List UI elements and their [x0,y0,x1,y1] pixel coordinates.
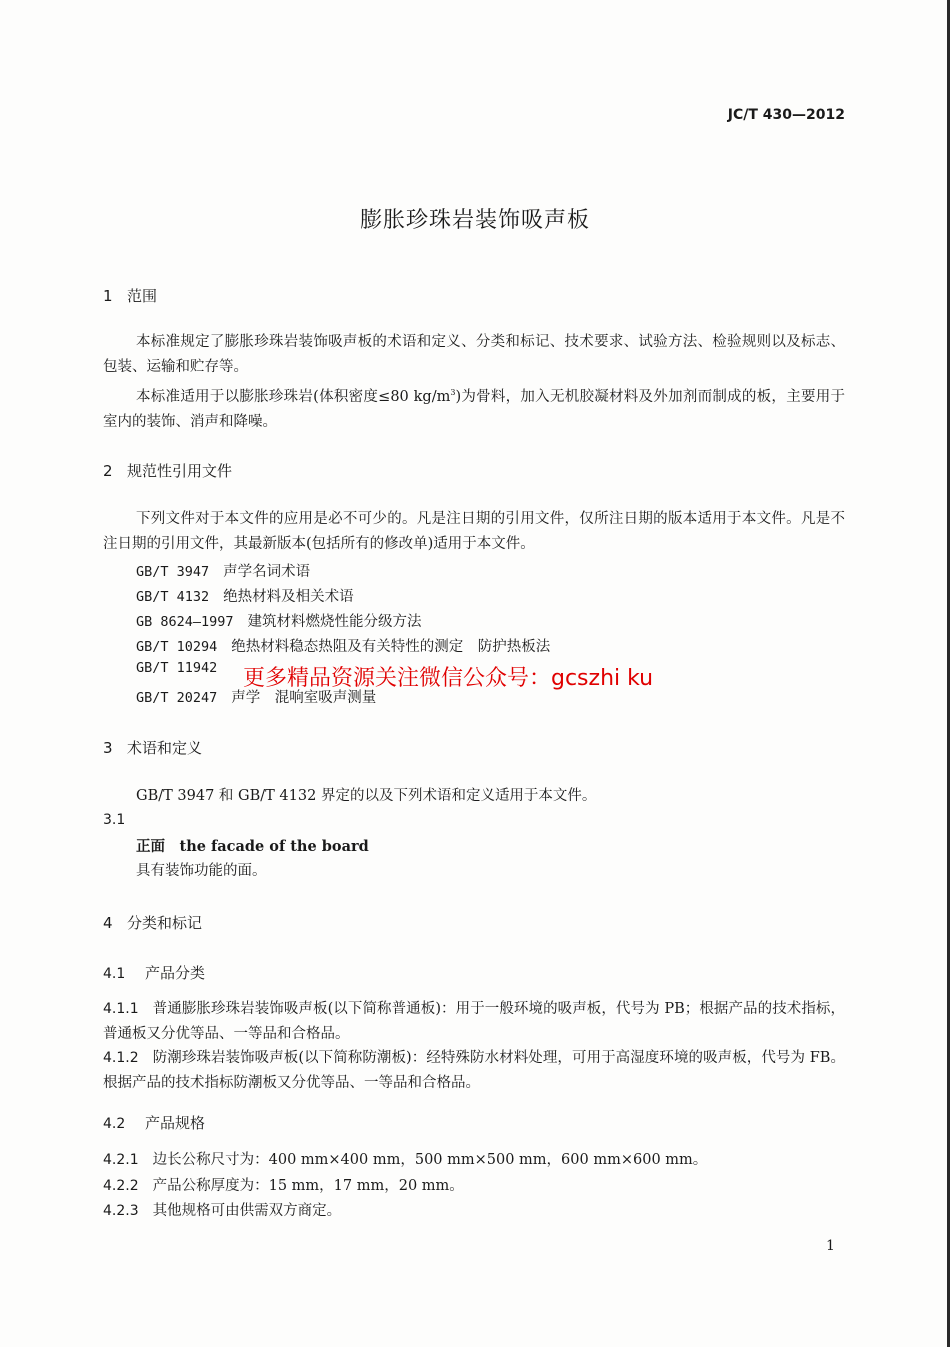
section-title: 分类和标记 [127,914,203,932]
reference-item: GB 8624—1997 建筑材料燃烧性能分级方法 [136,614,422,630]
section-title: 术语和定义 [127,739,203,757]
clause-4-2-1: 4.2.1 边长公称尺寸为：400 mm×400 mm，500 mm×500 mm，600 mm×600 mm。 [103,1152,708,1168]
reference-item: GB/T 3947 声学名词术语 [136,564,311,580]
term-title: 正面 the facade of the board [136,838,369,855]
page-number: 1 [826,1238,835,1254]
scope-paragraph-1: 本标准规定了膨胀珍珠岩装饰吸声板的术语和定义、分类和标记、技术要求、试验方法、检验规则以及标志、包装、运输和贮存等。 [103,334,845,375]
clause-4-2-3: 4.2.3 其他规格可由供需双方商定。 [103,1203,342,1219]
section-3-heading [103,737,202,758]
section-number: 1 [103,287,113,305]
reference-item: GB/T 10294 绝热材料稳态热阻及有关特性的测定 防护热板法 [136,639,551,655]
term-definition: 具有装饰功能的面。 [136,863,267,879]
section-title: 规范性引用文件 [127,462,233,480]
clause-4-2-heading: 4.2 产品规格 [103,1114,206,1132]
section-number: 2 [103,462,113,480]
section-1-heading [103,285,157,306]
section-2-heading [103,460,232,481]
clause-number: 3.1 [103,812,126,828]
reference-item: GB/T 11942 [136,660,218,676]
section-number: 4 [103,914,113,932]
standard-code: JC/T 430—2012 [727,107,845,123]
reference-item: GB/T 20247 声学 混响室吸声测量 [136,690,377,706]
terms-intro: GB/T 3947 和 GB/T 4132 界定的以及下列术语和定义适用于本文件。 [136,788,597,804]
section-4-heading [103,912,202,933]
section-number: 3 [103,739,113,757]
scope-paragraph-2: 本标准适用于以膨胀珍珠岩(体积密度≤80 $kg/m^3$)为骨料，加入无机胶凝材料及外加剂而制成的板，主要用于室内的装饰、消声和降噪。 [103,388,845,430]
clause-4-1-1: 4.1.1 普通膨胀珍珠岩装饰吸声板(以下简称普通板)：用于一般环境的吸声板，代号为 PB；根据产品的技术指标，普通板又分优等品、一等品和合格品。 [103,1001,845,1042]
document-title: 膨胀珍珠岩装饰吸声板 [359,208,590,233]
clause-4-1-heading: 4.1 产品分类 [103,964,206,982]
clause-4-2-2: 4.2.2 产品公称厚度为：15 mm，17 mm，20 mm。 [103,1178,464,1194]
clause-4-1-2: 4.1.2 防潮珍珠岩装饰吸声板(以下简称防潮板)：经特殊防水材料处理，可用于高湿度环境的吸声板，代号为 FB。根据产品的技术指标防潮板又分优等品、一等品和合格品。 [103,1050,845,1091]
reference-item: GB/T 4132 绝热材料及相关术语 [136,589,354,605]
normative-refs-intro: 下列文件对于本文件的应用是必不可少的。凡是注日期的引用文件，仅所注日期的版本适用于本文件。凡是不注日期的引用文件，其最新版本(包括所有的修改单)适用于本文件。 [103,511,845,552]
section-title: 范围 [127,287,158,305]
watermark-text: 更多精品资源关注微信公众号：gcszhi ku [243,666,654,691]
